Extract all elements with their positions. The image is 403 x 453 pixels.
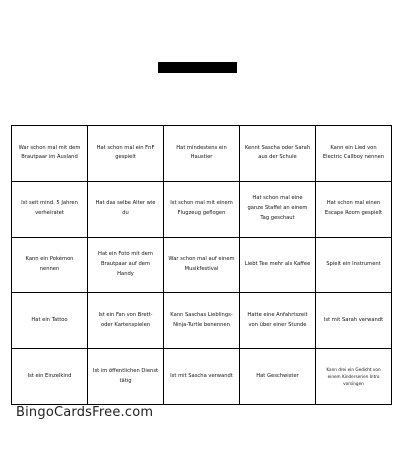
- bingo-cell: Kann ein Lied von Electric Callboy nennen: [316, 126, 392, 182]
- bingo-cell: Hat schon mal eine ganze Staffel an einem Tag geschaut: [240, 182, 316, 238]
- title-redaction-bar: [158, 62, 237, 73]
- bingo-cell: War schon mal auf einem Musikfestival: [164, 238, 240, 294]
- bingo-cell: Kann ein Pokémon nennen: [12, 238, 88, 294]
- bingo-cell: Kann drei ein Gedicht von einem Kinderserien Intro vorsingen: [316, 349, 392, 405]
- bingo-cell: Hat Geschwister: [240, 349, 316, 405]
- bingo-cell: Hat ein Foto mit dem Brautpaar auf dem Handy: [88, 238, 164, 294]
- bingo-cell: Hat das selbe Alter wie du: [88, 182, 164, 238]
- bingo-cell: Hat schon mal einen Escape Room gespielt: [316, 182, 392, 238]
- bingo-grid: [11, 125, 392, 405]
- bingo-cell: War schon mal mit dem Brautpaar im Ausland: [12, 126, 88, 182]
- bingo-cell: Ist schon mal mit einem Flugzeug geflogen: [164, 182, 240, 238]
- bingo-cell: Spielt ein Instrument: [316, 238, 392, 294]
- footer-brand: BingoCardsFree.com: [16, 405, 154, 420]
- bingo-cell: Ist ein Einzelkind: [12, 349, 88, 405]
- bingo-cell: Ist seit mind. 5 Jahren verheiratet: [12, 182, 88, 238]
- bingo-cell: Hat ein Tattoo: [12, 293, 88, 349]
- bingo-cell: Hatte eine Anfahrtszeit von über einer Stunde: [240, 293, 316, 349]
- bingo-cell: Liebt Tee mehr als Kaffee: [240, 238, 316, 294]
- bingo-cell: Ist mit Sascha verwandt: [164, 349, 240, 405]
- bingo-cell: Ist ein Fan von Brett- oder Kartenspielen: [88, 293, 164, 349]
- bingo-cell: Ist im öffentlichen Dienst tätig: [88, 349, 164, 405]
- bingo-cell: Kann Saschas Lieblings-Ninja-Turtle benennen: [164, 293, 240, 349]
- bingo-cell: Hat mindestens ein Haustier: [164, 126, 240, 182]
- bingo-cell: Hat schon mal ein FnF gespielt: [88, 126, 164, 182]
- bingo-cell: Ist mit Sarah verwandt: [316, 293, 392, 349]
- bingo-cell: Kennt Sascha oder Sarah aus der Schule: [240, 126, 316, 182]
